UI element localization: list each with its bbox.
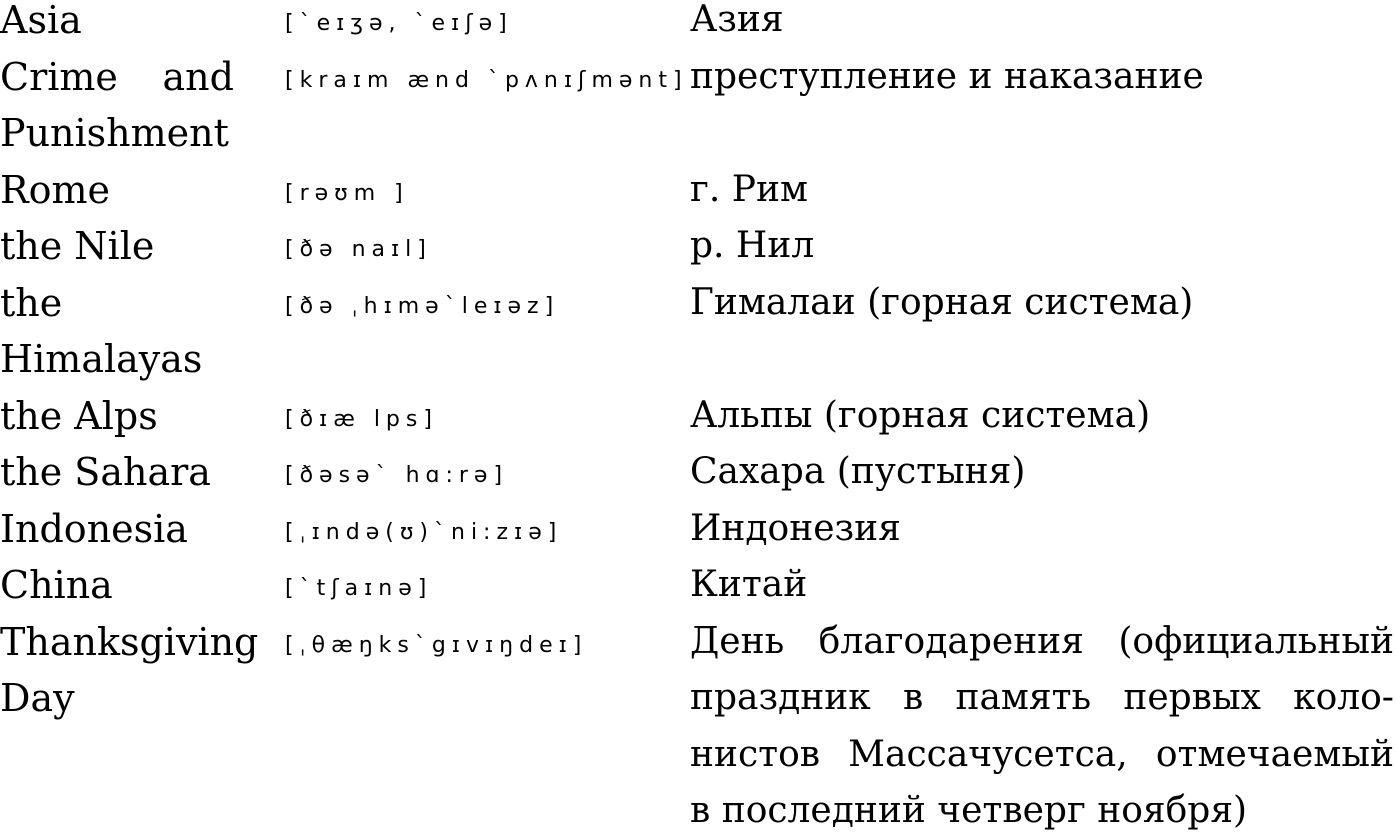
english-term-line: Asia: [0, 0, 82, 42]
transcription: [ˌθæŋks`gɪvɪŋdeɪ]: [285, 632, 588, 658]
russian-translation-line: р. Нил: [690, 225, 815, 266]
english-term-line: Indonesia: [0, 506, 188, 551]
english-term-line: Rome: [0, 167, 111, 212]
english-term: [0, 49, 240, 162]
russian-translation: [690, 275, 1396, 332]
russian-translation-line: Гималаи (горная система): [690, 281, 1194, 323]
transcription: [ðəsə` hɑ:rə]: [285, 463, 509, 488]
english-term-line: Crime and: [0, 54, 234, 99]
english-term: [0, 388, 240, 445]
english-term-line: China: [0, 563, 113, 607]
transcription: [ðə naɪl]: [285, 237, 432, 262]
transcription: [kraɪm ænd `pʌnɪʃmənt]: [285, 67, 688, 93]
english-term: [0, 501, 240, 558]
english-term-line: Himalayas: [0, 337, 203, 381]
russian-translation: [690, 218, 1396, 275]
english-term-line: the: [0, 280, 63, 325]
russian-translation-line: Альпы (горная система): [690, 394, 1151, 436]
russian-translation-line: Китай: [690, 564, 808, 605]
russian-translation-line: Сахара (пустыня): [690, 451, 1026, 492]
english-term-line: the Nile: [0, 224, 155, 268]
english-term: [0, 0, 240, 49]
russian-translation: [690, 614, 1396, 840]
english-term-line: Punishment: [0, 111, 229, 155]
russian-translation: [690, 0, 1396, 49]
transcription: [`eɪʒə, `eɪʃə]: [285, 11, 513, 36]
english-term: [0, 275, 240, 388]
english-term-line: Day: [0, 676, 75, 720]
english-term: [0, 162, 240, 219]
english-term: [0, 218, 240, 275]
russian-translation: [690, 49, 1396, 106]
english-term-line: Thanksgiving: [0, 619, 259, 664]
russian-translation-line: г. Рим: [690, 168, 808, 210]
russian-translation: [690, 162, 1396, 219]
russian-translation: [690, 444, 1396, 501]
russian-translation-line: Индонезия: [690, 507, 901, 549]
russian-translation-line: нистов Массачусетса, отмечаемый: [690, 733, 1394, 775]
english-term-line: the Alps: [0, 393, 158, 438]
russian-translation-line: преступление и наказание: [690, 55, 1204, 97]
english-term: [0, 557, 240, 614]
russian-translation-line: Азия: [690, 0, 784, 40]
russian-translation: [690, 501, 1396, 558]
english-term: [0, 444, 240, 501]
transcription: [ðə ˌhɪmə`leɪəz]: [285, 293, 560, 319]
russian-translation-line: День благодарения (официальный: [690, 620, 1394, 662]
transcription: [`tʃaɪnə]: [285, 576, 433, 601]
transcription: [rəʊm ]: [285, 180, 409, 206]
russian-translation: [690, 557, 1396, 614]
russian-translation: [690, 388, 1396, 445]
transcription: [ðɪæ lps]: [285, 406, 438, 432]
english-term-line: the Sahara: [0, 450, 211, 494]
transcription: [ˌɪndə(ʊ)`ni:zɪə]: [285, 519, 563, 545]
russian-translation-line: в последний четверг ноября): [690, 790, 1248, 831]
english-term: [0, 614, 259, 727]
russian-translation-line: праздник в память первых коло-: [690, 677, 1394, 718]
